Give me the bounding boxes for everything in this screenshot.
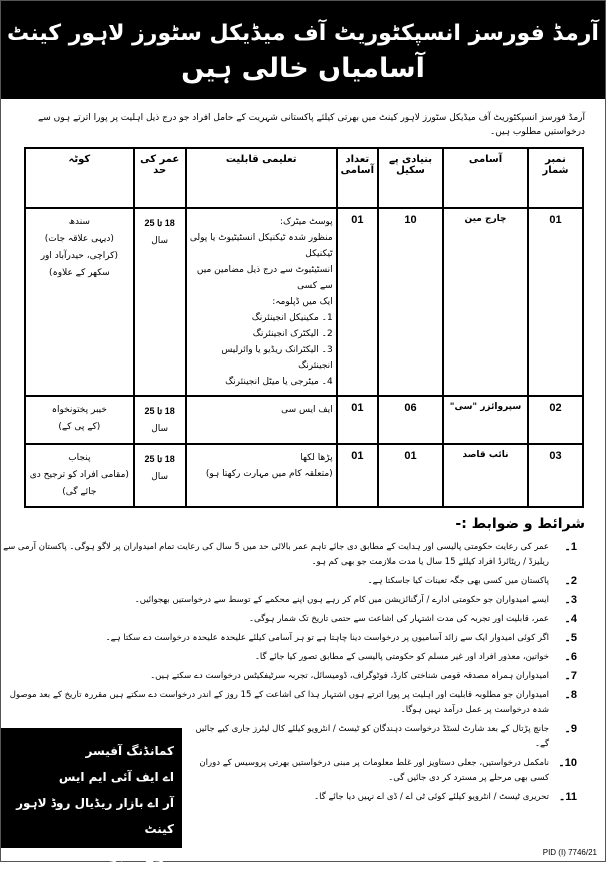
contact-officer: کمانڈنگ آفیسر [85, 744, 174, 758]
condition-number: 4۔ [564, 613, 577, 625]
qualification-line: پوسٹ میٹرک: [279, 217, 333, 227]
cell-post: سپروائزر "سی" [443, 396, 528, 444]
header-sr: نمبر شمار [528, 148, 583, 208]
condition-number: 9۔ [564, 723, 577, 735]
table-row [25, 444, 583, 507]
qualification-line: 4۔ میٹرجی یا میٹل انجینئرنگ [225, 377, 333, 387]
cell-post: چارج مین [443, 208, 528, 396]
age-line: سال [151, 472, 169, 482]
contact-unit: اے ایف آئی ایم ایس [58, 770, 174, 784]
quota-line: (دیہی علاقہ جات) [44, 234, 114, 244]
quota-line: پنجاب [68, 453, 91, 463]
condition-text: تحریری ٹیسٹ / انٹرویو کیلئے کوئی ٹی اے / ڈی اے نہیں دیا جائے گا۔ [314, 792, 549, 802]
cell-quota [25, 208, 134, 396]
condition-item [1, 610, 583, 629]
condition-text: امیدواران جو مطلوبہ قابلیت اور اہلیت پر پورا اترتے ہوں اشتہار ہذا کی اشاعت کے 15 روز کے اندر درخواست دے سکتے ہیں مقررہ تاریخ کے بعد موصول شدہ درخواست پر عمل درآمد نہیں ہوگا۔ [9, 690, 549, 715]
condition-item [1, 648, 583, 667]
condition-item [1, 629, 583, 648]
condition-text: عمر کی رعایت حکومتی پالیسی اور ہدایت کے مطابق دی جائے تاہم عمر بالائی حد میں 5 سال کی رعایت تمام امیدواران پر لاگو ہوگی۔ پاکستان آرمی سے ریلیزڈ / ریٹائرڈ افراد کیلئے 15 سال یا مدت ملازمت جو بھی کم ہو۔ [3, 542, 549, 567]
qualification-line: 1۔ مکینیکل انجینئرنگ [251, 313, 333, 323]
cell-age [134, 396, 186, 444]
cell-quota [25, 396, 134, 444]
condition-item [1, 538, 583, 572]
qualification-line: (متعلقہ کام میں مہارت رکھتا ہو) [205, 469, 333, 479]
cell-quota [25, 444, 134, 507]
cell-qualification [186, 208, 337, 396]
conditions-heading: شرائط و ضوابط :- [455, 516, 585, 532]
qualification-line: ایک میں ڈپلومہ: [272, 297, 333, 307]
contact-address: آر اے بازار ریڈیال روڈ لاہور کینٹ [16, 796, 174, 836]
qualification-line: منظور شدہ ٹیکنیکل انسٹیٹیوٹ یا پولی ٹیکنیکل [189, 233, 333, 259]
age-line: سال [151, 236, 169, 246]
condition-number: 3۔ [564, 594, 577, 606]
condition-number: 2۔ [564, 575, 577, 587]
age-line: 18 تا 25 [144, 454, 175, 464]
age-line: 18 تا 25 [144, 218, 175, 228]
condition-number: 10۔ [558, 757, 577, 769]
cell-post: نائب قاصد [443, 444, 528, 507]
condition-number: 5۔ [564, 632, 577, 644]
condition-number: 6۔ [564, 651, 577, 663]
condition-item [194, 754, 583, 788]
quota-line: سندھ [68, 217, 90, 227]
condition-number: 11۔ [558, 791, 577, 803]
vacancies-title: آسامیاں خالی ہیں [181, 53, 425, 84]
condition-text: نامکمل درخواستیں، جعلی دستاویز اور غلط معلومات پر مبنی درخواستیں بھرتی پروسیس کے دوران کسی بھی مرحلے پر مسترد کر دی جائیں گی۔ [199, 758, 549, 783]
condition-item [1, 591, 583, 610]
condition-number: 8۔ [564, 689, 577, 701]
qualification-line: ایف ایس سی [281, 405, 333, 415]
age-line: 18 تا 25 [144, 406, 175, 416]
cell-count: 01 [337, 208, 378, 396]
quota-line: خیبر پختونخواہ [51, 405, 107, 415]
contact-box [1, 728, 182, 864]
table-row [25, 208, 583, 396]
qualification-line: انسٹیٹیوٹ سے درج ذیل مضامین میں سے کسی [196, 265, 333, 291]
table-row [25, 396, 583, 444]
quota-line: (کراچی، حیدرآباد اور [40, 251, 118, 261]
header-bps: بنیادی پے سکیل [378, 148, 443, 208]
cell-count: 01 [337, 396, 378, 444]
cell-sr: 02 [528, 396, 583, 444]
cell-qualification [186, 396, 337, 444]
quota-line: (مقامی افراد کو ترجیح دی جائے گی) [29, 470, 129, 497]
cell-sr: 01 [528, 208, 583, 396]
header-age: عمر کی حد [134, 148, 186, 208]
condition-text: خواتین، معذور افراد اور غیر مسلم کو حکومتی پالیسی کے مطابق تصور کیا جائے گا۔ [254, 652, 549, 662]
qualification-line: 3۔ الیکٹرانک ریڈیو یا وائرلیس انجینئرنگ [221, 345, 333, 371]
cell-qualification [186, 444, 337, 507]
ad-header [1, 1, 605, 99]
cell-age [134, 444, 186, 507]
qualification-line: پڑھا لکھا [300, 453, 333, 463]
quota-line: سکھر کے علاوہ) [48, 268, 110, 278]
phone-number: 042-99220106 [9, 847, 100, 863]
condition-number: 1۔ [564, 541, 577, 553]
condition-number: 7۔ [564, 670, 577, 682]
cell-bps: 01 [378, 444, 443, 507]
cell-age [134, 208, 186, 396]
condition-text: جانچ پڑتال کے بعد شارٹ لسٹڈ درخواست دہندگان کو ٹیسٹ / انٹرویو کیلئے کال لیٹرز جاری کیے جائیں گے۔ [195, 724, 549, 749]
header-post: آسامی [443, 148, 528, 208]
pid-number: PID (I) 7746/21 [542, 848, 597, 857]
organization-title: آرمڈ فورسز انسپکٹوریٹ آف میڈیکل سٹورز لاہور کینٹ [7, 21, 599, 46]
vacancies-table [24, 147, 584, 508]
header-qualification: تعلیمی قابلیت [186, 148, 337, 208]
condition-text: اگر کوئی امیدوار ایک سے زائد آسامیوں پر درخواست دینا چاہتا ہے تو ہر آسامی کیلئے علیحدہ علیحدہ درخواست دے سکتا ہے۔ [105, 633, 549, 643]
condition-item [1, 686, 583, 720]
phone-label: فون نمبر: [104, 848, 174, 864]
table-header-row [25, 148, 583, 208]
qualification-line: 2۔ الیکٹرک انجینئرنگ [252, 329, 333, 339]
condition-item [194, 720, 583, 754]
intro-text: آرمڈ فورسز انسپکٹوریٹ آف میڈیکل سٹورز لاہور کینٹ میں بھرتی کیلئے پاکستانی شہریت کے حامل افراد جو درج ذیل اہلیت پر پورا اترتے ہوں سے درخواستیں مطلوب ہیں۔ [37, 113, 585, 137]
age-line: سال [151, 424, 169, 434]
quota-line: (کے پی کے) [58, 422, 101, 432]
cell-bps: 10 [378, 208, 443, 396]
contact-phone-line [7, 842, 174, 869]
header-count: تعداد آسامی [337, 148, 378, 208]
condition-item [1, 667, 583, 686]
header-quota: کوٹہ [25, 148, 134, 208]
condition-text: ایسے امیدواران جو حکومتی ادارے / آرگنائزیشن میں کام کر رہے ہوں اپنے محکمے کے توسط سے درخواستیں بھجوائیں۔ [134, 595, 549, 605]
condition-text: امیدواران ہمراہ مصدقہ قومی شناختی کارڈ، فوٹوگراف، ڈومیسائل، تجربہ سرٹیفکیٹس درخواست دے سکتے ہیں۔ [150, 671, 549, 681]
condition-text: عمر، قابلیت اور تجربہ کی مدت اشتہار کی اشاعت سے حتمی تاریخ تک شمار ہوگی۔ [249, 614, 549, 624]
cell-sr: 03 [528, 444, 583, 507]
condition-item [194, 788, 583, 807]
condition-text: پاکستان میں کسی بھی جگہ تعینات کیا جاسکتا ہے۔ [367, 576, 549, 586]
cell-bps: 06 [378, 396, 443, 444]
condition-item [1, 572, 583, 591]
cell-count: 01 [337, 444, 378, 507]
